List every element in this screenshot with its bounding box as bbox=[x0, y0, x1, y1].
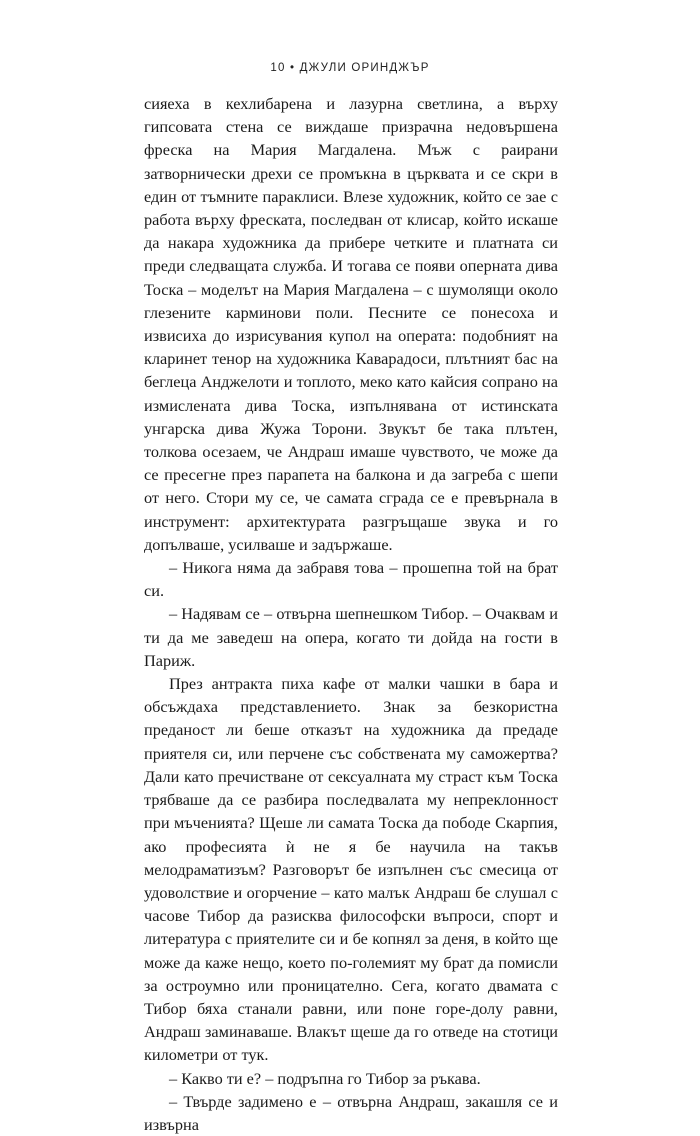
running-head: 10 • ДЖУЛИ ОРИНДЖЪР bbox=[270, 62, 430, 74]
body-text bbox=[144, 92, 558, 1136]
paragraph-continued: сияеха в кехлибарена и лазурна светлина, а върху гипсовата стена се виждаше призрачна недовършена фреска на Мария Магдалена. Мъж с раирани затворнически дрехи се промъкна в църквата и се скри в един от тъмните параклиси. Влезе художник, който се зае с работа върху фреската, последван от клисар, който искаше да накара художника да прибере четките и платната си преди следващата служба. И тогава се появи оперната дива Тоска – моделът на Мария Магдалена – с шумолящи около глезените карминови поли. Песните се понесоха и извисиха до изрисувания купол на операта: подобният на кларинет тенор на художника Каварадоси, плътният бас на беглеца Анджелоти и топлото, меко като кайсия сопрано на измислената дива Тоска, изпълнявана от истинската унгарска дива Жужа Торони. Звукът бе така плътен, толкова осезаем, че Андраш имаше чувството, че може да се пресегне през парапета на балкона и да загреба с шепи от него. Стори му се, че самата сграда се е превърнала в инструмент: архитектурата разгръщаше звука и го допълваше, усилваше и задържаше. bbox=[144, 94, 558, 554]
dialogue-line: – Надявам се – отвърна шепнешком Тибор. – Очаквам и ти да ме заведеш на опера, когато ти дойда на гости в Париж. bbox=[144, 604, 558, 670]
dialogue-line: – Какво ти е? – подръпна го Тибор за ръкава. bbox=[169, 1068, 481, 1088]
paragraph: През антракта пиха кафе от малки чашки в бара и обсъждаха представлението. Знак за безкористна преданост ли беше отказът на художника да предаде приятеля си, или перчене със собствената му саможертва? Дали като пречистване от сексуалната му страст към Тоска трябваше да се разбира последвалата му непреклонност при мъченията? Щеше ли самата Тоска да пободе Скарпия, ако професията ѝ не я бе научила на такъв мелодраматизъм? Разговорът бе изпълнен със смесица от удоволствие и огорчение – като малък Андраш бе слушал с часове Тибор да разисква философски въпроси, спорт и литература с приятелите си и бе копнял за деня, в който ще може да каже нещо, което по-големият му брат да помисли за остроумно или проницателно. Сега, когато двамата с Тибор бяха станали равни, или поне горе-долу равни, Андраш заминаваше. Влакът щеше да го отведе на стотици километри от тук. bbox=[144, 674, 558, 1065]
dialogue-line: – Твърде задимено е – отвърна Андраш, закашля се и извърна bbox=[144, 1091, 558, 1134]
dialogue-line: – Никога няма да забравя това – прошепна той на брат си. bbox=[144, 558, 558, 601]
